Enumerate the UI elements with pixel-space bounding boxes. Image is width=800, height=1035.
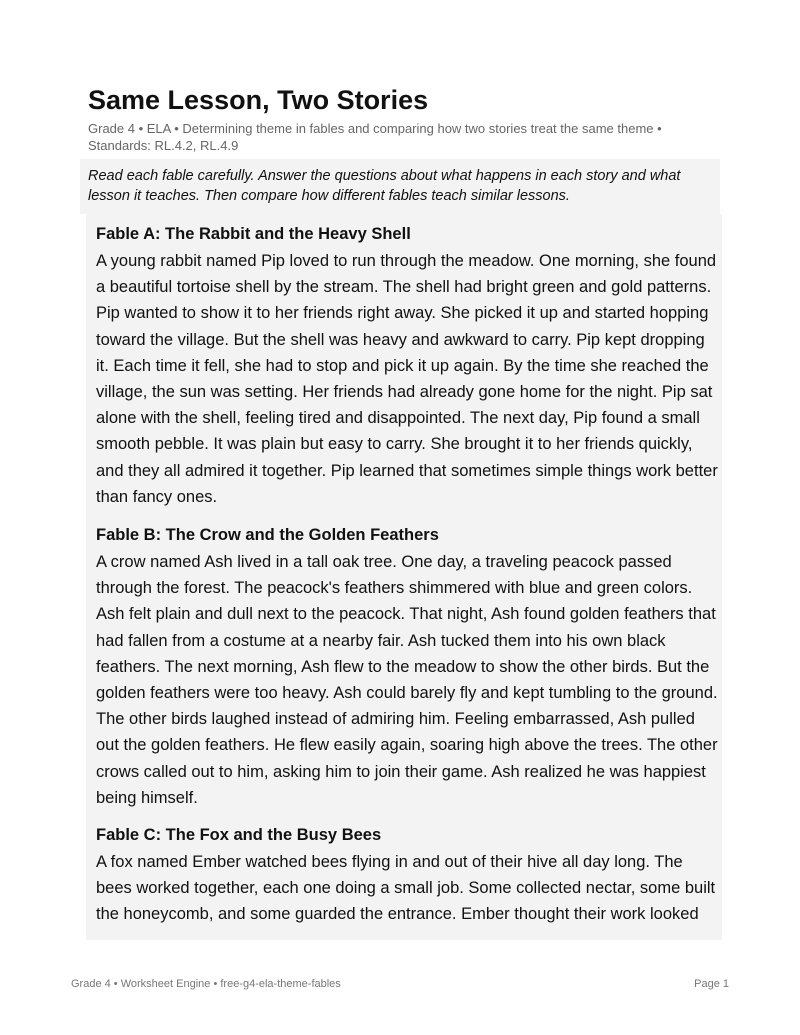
fable-a-text: A young rabbit named Pip loved to run through the meadow. One morning, she found a beautiful tortoise shell by the stream. The shell had bright green and gold patterns. Pip wanted to show it to her friends right away. She picked it up and started hopping toward the village. But the shell was heavy and awkward to carry. Pip kept dropping it. Each time it fell, she had to stop and pick it up again. By the time she reached the village, the sun was setting. Her friends had already gone home for the night. Pip sat alone with the shell, feeling tired and disappointed. The next day, Pip found a small smooth pebble. It was plain but easy to carry. She brought it to her friends quickly, and they all admired it together. Pip learned that sometimes simple things work better than fancy ones. [96,252,718,506]
page-number: Page 1 [694,978,729,990]
fable-b [96,524,718,811]
instructions-box: Read each fable carefully. Answer the questions about what happens in each story and what lesson it teaches. Then compare how different fables teach similar lessons. [80,159,720,214]
fable-b-text: A crow named Ash lived in a tall oak tree. One day, a traveling peacock passed through the forest. The peacock's feathers shimmered with blue and green colors. Ash felt plain and dull next to the peacock. That night, Ash found golden feathers that had fallen from a costume at a nearby fair. Ash tucked them into his own black feathers. The next morning, Ash flew to the meadow to show the other birds. But the golden feathers were too heavy. Ash could barely fly and kept tumbling to the ground. The other birds laughed instead of admiring him. Feeling embarrassed, Ash pulled out the golden feathers. He flew easily again, soaring high above the trees. The other crows called out to him, asking him to join their game. Ash realized he was happiest being himself. [96,553,718,807]
fable-c-text: A fox named Ember watched bees flying in and out of their hive all day long. The bees worked together, each one doing a small job. Some collected nectar, some built the honeycomb, and some guarded the entrance. Ember thought their work looked [96,853,716,924]
fable-a [96,223,718,510]
page-title: Same Lesson, Two Stories [88,85,429,115]
fable-c-title: Fable C: The Fox and the Busy Bees [96,826,382,844]
fables-panel [86,214,722,940]
footer-info: Grade 4 • Worksheet Engine • free-g4-ela-theme-fables [71,978,341,990]
worksheet-subtitle: Grade 4 • ELA • Determining theme in fables and comparing how two stories treat the same theme • Standards: RL.4.2, RL.4.9 [88,121,662,153]
fable-b-title: Fable B: The Crow and the Golden Feathers [96,526,439,544]
fable-c [96,824,718,928]
fable-a-title: Fable A: The Rabbit and the Heavy Shell [96,225,411,243]
